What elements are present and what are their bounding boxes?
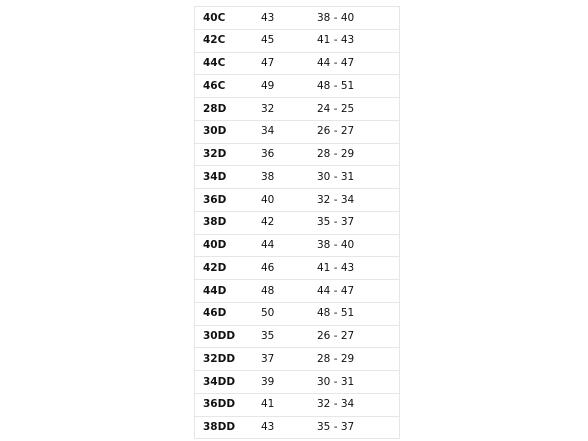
band-cell: 40 xyxy=(261,193,275,206)
size-cell: 40D xyxy=(203,239,227,252)
table-row xyxy=(195,394,399,417)
band-cell: 46 xyxy=(261,261,275,274)
table-row xyxy=(195,235,399,258)
size-cell: 28D xyxy=(203,102,227,115)
range-cell: 35 - 37 xyxy=(317,216,355,229)
band-cell: 35 xyxy=(261,330,275,343)
table-row xyxy=(195,166,399,189)
range-cell: 41 - 43 xyxy=(317,34,355,47)
size-cell: 32DD xyxy=(203,352,236,365)
band-cell: 32 xyxy=(261,102,275,115)
table-row xyxy=(195,98,399,121)
range-cell: 28 - 29 xyxy=(317,352,355,365)
band-cell: 47 xyxy=(261,57,275,70)
range-cell: 24 - 25 xyxy=(317,102,355,115)
band-cell: 37 xyxy=(261,352,275,365)
range-cell: 44 - 47 xyxy=(317,57,355,70)
band-cell: 44 xyxy=(261,239,275,252)
band-cell: 38 xyxy=(261,170,275,183)
range-cell: 41 - 43 xyxy=(317,261,355,274)
size-cell: 46C xyxy=(203,79,226,92)
table-row xyxy=(195,144,399,167)
band-cell: 39 xyxy=(261,375,275,388)
range-cell: 32 - 34 xyxy=(317,193,355,206)
table-row xyxy=(195,212,399,235)
range-cell: 48 - 51 xyxy=(317,307,355,320)
range-cell: 38 - 40 xyxy=(317,11,355,24)
band-cell: 50 xyxy=(261,307,275,320)
table-row xyxy=(195,303,399,326)
size-cell: 38D xyxy=(203,216,227,229)
size-cell: 30DD xyxy=(203,330,236,343)
range-cell: 35 - 37 xyxy=(317,421,355,434)
table-row xyxy=(195,371,399,394)
size-chart-table xyxy=(194,6,400,439)
size-cell: 38DD xyxy=(203,421,236,434)
band-cell: 41 xyxy=(261,398,275,411)
band-cell: 42 xyxy=(261,216,275,229)
range-cell: 26 - 27 xyxy=(317,330,355,343)
range-cell: 48 - 51 xyxy=(317,79,355,92)
table-row xyxy=(195,348,399,371)
range-cell: 28 - 29 xyxy=(317,148,355,161)
band-cell: 43 xyxy=(261,421,275,434)
range-cell: 44 - 47 xyxy=(317,284,355,297)
band-cell: 36 xyxy=(261,148,275,161)
size-cell: 34D xyxy=(203,170,227,183)
size-cell: 42C xyxy=(203,34,226,47)
table-row xyxy=(195,121,399,144)
band-cell: 43 xyxy=(261,11,275,24)
range-cell: 26 - 27 xyxy=(317,125,355,138)
table-row xyxy=(195,53,399,76)
size-cell: 44D xyxy=(203,284,227,297)
band-cell: 48 xyxy=(261,284,275,297)
size-cell: 40C xyxy=(203,11,226,24)
band-cell: 34 xyxy=(261,125,275,138)
table-row xyxy=(195,280,399,303)
range-cell: 38 - 40 xyxy=(317,239,355,252)
range-cell: 30 - 31 xyxy=(317,375,355,388)
size-cell: 36DD xyxy=(203,398,236,411)
size-cell: 42D xyxy=(203,261,227,274)
table-row xyxy=(195,7,399,30)
table-row xyxy=(195,189,399,212)
range-cell: 30 - 31 xyxy=(317,170,355,183)
band-cell: 49 xyxy=(261,79,275,92)
table-row xyxy=(195,326,399,349)
size-cell: 36D xyxy=(203,193,227,206)
band-cell: 45 xyxy=(261,34,275,47)
table-row xyxy=(195,417,399,440)
range-cell: 32 - 34 xyxy=(317,398,355,411)
size-cell: 30D xyxy=(203,125,227,138)
size-cell: 32D xyxy=(203,148,227,161)
size-cell: 34DD xyxy=(203,375,236,388)
table-row xyxy=(195,75,399,98)
size-cell: 46D xyxy=(203,307,227,320)
table-row xyxy=(195,30,399,53)
size-cell: 44C xyxy=(203,57,226,70)
table-row xyxy=(195,257,399,280)
